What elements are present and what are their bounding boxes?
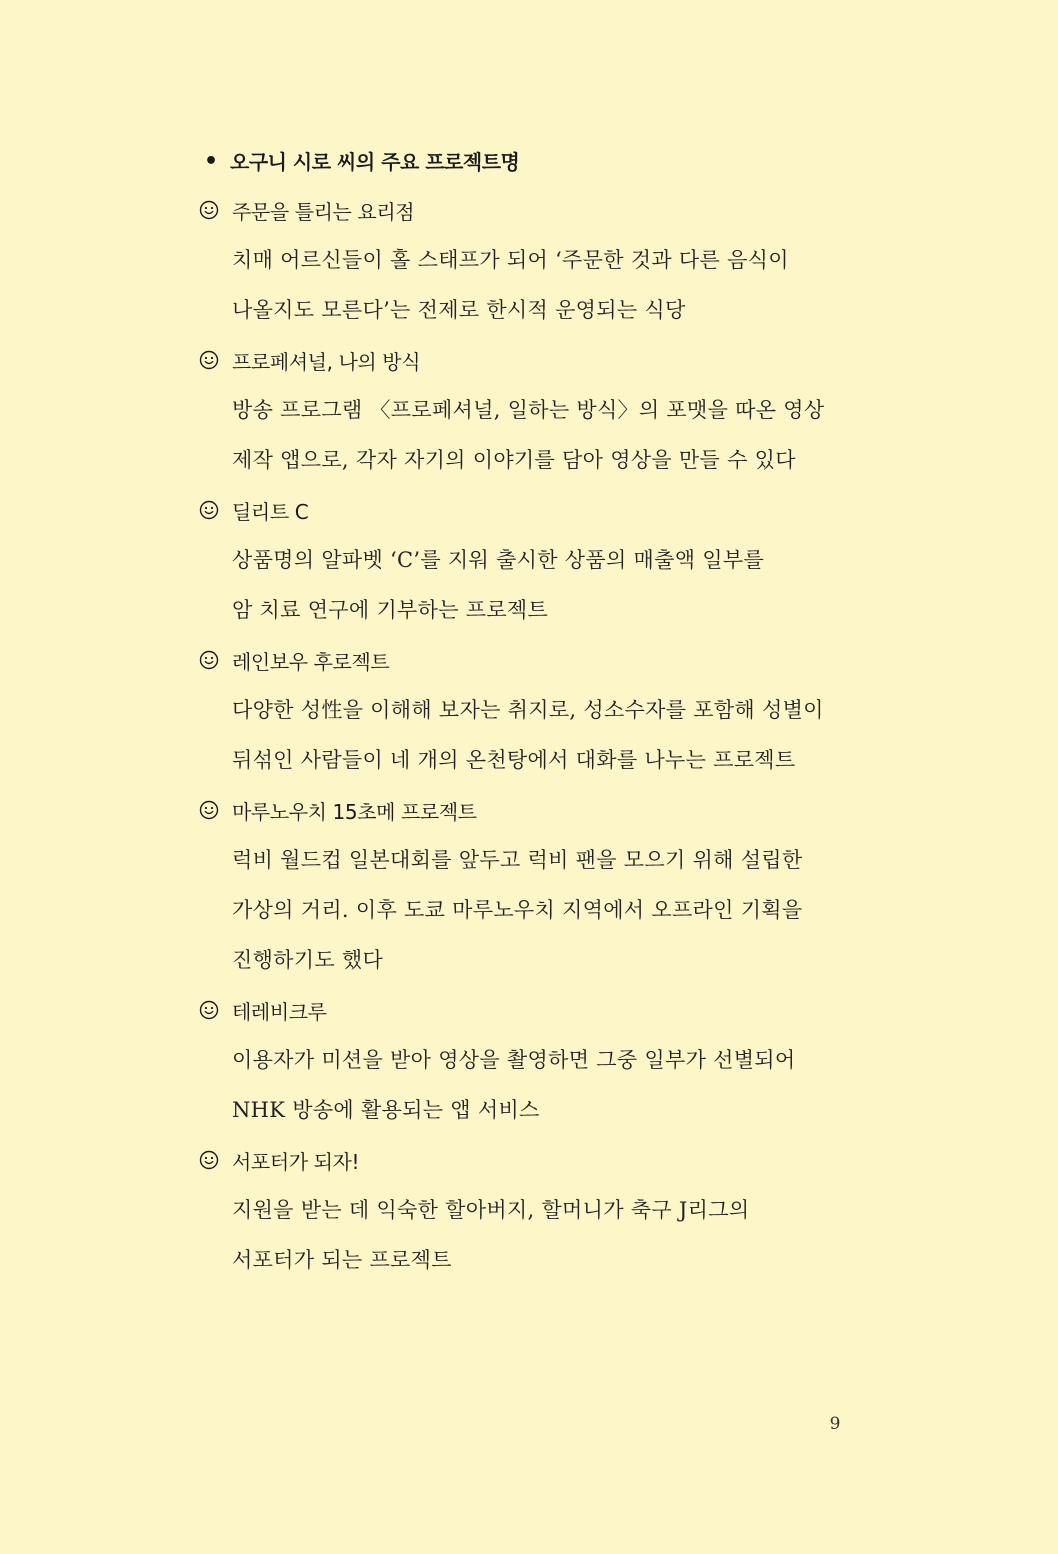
project-entry-head — [198, 785, 938, 835]
description-line: 나올지도 모른다’는 전제로 한시적 운영되는 식당 — [232, 298, 686, 322]
smiley-icon — [198, 499, 220, 521]
description-line: 서포터가 되는 프로젝트 — [232, 1248, 452, 1272]
project-description — [232, 385, 938, 485]
page-number: 9 — [829, 1414, 841, 1434]
smiley-icon — [198, 199, 220, 221]
section-title: 오구니 시로 씨의 주요 프로젝트명 — [230, 150, 520, 174]
project-description — [232, 1035, 938, 1135]
project-entry — [198, 335, 938, 485]
project-description — [232, 1185, 938, 1285]
project-entry — [198, 1135, 938, 1285]
description-line: 이용자가 미션을 받아 영상을 촬영하면 그중 일부가 선별되어 — [232, 1048, 796, 1072]
description-line: 럭비 월드컵 일본대회를 앞두고 럭비 팬을 모으기 위해 설립한 — [232, 848, 803, 872]
description-line: NHK 방송에 활용되는 앱 서비스 — [232, 1098, 540, 1122]
description-line: 진행하기도 했다 — [232, 948, 384, 972]
project-entry-head — [198, 635, 938, 685]
project-entry-head — [198, 185, 938, 235]
description-line: 상품명의 알파벳 ‘C’를 지워 출시한 상품의 매출액 일부를 — [232, 548, 765, 572]
description-line: 치매 어르신들이 홀 스태프가 되어 ‘주문한 것과 다른 음식이 — [232, 248, 789, 272]
smiley-icon — [198, 1149, 220, 1171]
section-heading — [198, 144, 519, 180]
project-entry — [198, 185, 938, 335]
description-line: 제작 앱으로, 각자 자기의 이야기를 담아 영상을 만들 수 있다 — [232, 448, 796, 472]
project-title: 프로페셔널, 나의 방식 — [232, 349, 421, 374]
description-line: 뒤섞인 사람들이 네 개의 온천탕에서 대화를 나누는 프로젝트 — [232, 748, 796, 772]
project-description — [232, 535, 938, 635]
description-line: 지원을 받는 데 익숙한 할아버지, 할머니가 축구 J리그의 — [232, 1198, 750, 1222]
project-list — [198, 185, 938, 1285]
project-title: 테레비크루 — [232, 999, 327, 1024]
project-entry-head — [198, 1135, 938, 1185]
project-entry — [198, 985, 938, 1135]
project-entry-head — [198, 485, 938, 535]
project-description — [232, 235, 938, 335]
smiley-icon — [198, 349, 220, 371]
description-line: 가상의 거리. 이후 도쿄 마루노우치 지역에서 오프라인 기획을 — [232, 898, 803, 922]
smiley-icon — [198, 799, 220, 821]
project-title: 마루노우치 15초메 프로젝트 — [232, 799, 477, 824]
description-line: 다양한 성性을 이해해 보자는 취지로, 성소수자를 포함해 성별이 — [232, 698, 824, 722]
project-description — [232, 835, 938, 985]
project-title: 레인보우 후로젝트 — [232, 649, 390, 674]
project-entry-head — [198, 335, 938, 385]
description-line: 방송 프로그램 〈프로페셔널, 일하는 방식〉의 포맷을 따온 영상 — [232, 398, 825, 422]
project-title: 서포터가 되자! — [232, 1149, 360, 1174]
project-entry-head — [198, 985, 938, 1035]
smiley-icon — [198, 649, 220, 671]
description-line: 암 치료 연구에 기부하는 프로젝트 — [232, 598, 549, 622]
project-entry — [198, 485, 938, 635]
project-title: 딜리트 C — [232, 499, 309, 524]
project-entry — [198, 635, 938, 785]
project-description — [232, 685, 938, 785]
bullet-dot: • — [204, 149, 219, 174]
project-title: 주문을 틀리는 요리점 — [232, 199, 415, 224]
project-entry — [198, 785, 938, 985]
smiley-icon — [198, 999, 220, 1021]
